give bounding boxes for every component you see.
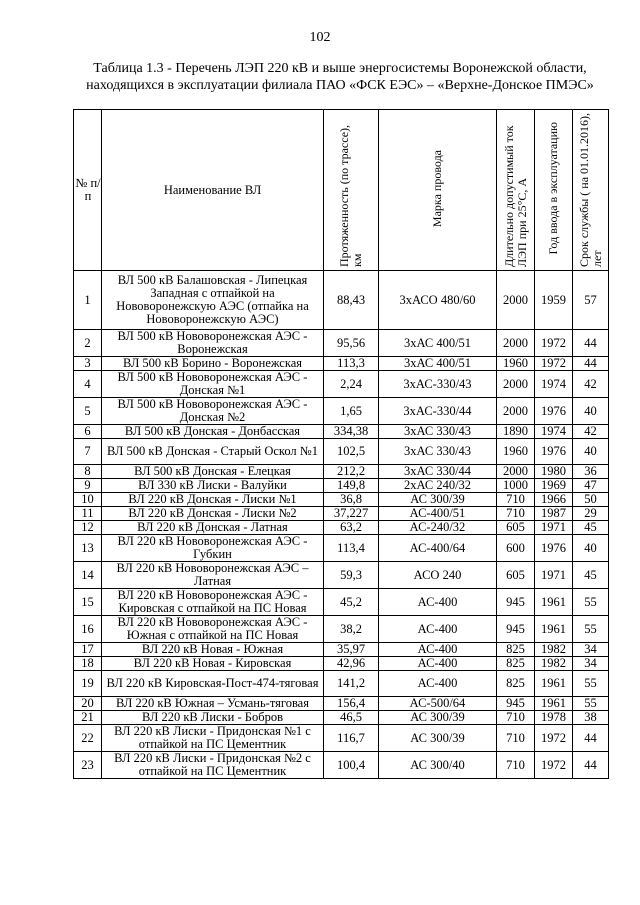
line-name: ВЛ 220 кВ Нововоронежская АЭС – Латная	[102, 562, 324, 589]
header-name: Наименование ВЛ	[102, 110, 324, 271]
length: 156,4	[324, 697, 379, 711]
service-age: 47	[573, 479, 609, 493]
line-name: ВЛ 330 кВ Лиски - Валуйки	[102, 479, 324, 493]
table-row	[74, 357, 609, 371]
length: 113,3	[324, 357, 379, 371]
commission-year: 1974	[535, 425, 573, 439]
row-number: 8	[74, 465, 102, 479]
row-number: 10	[74, 493, 102, 507]
row-number: 17	[74, 643, 102, 657]
wire-type: 3хАСО 480/60	[379, 271, 497, 330]
current: 945	[497, 616, 535, 643]
length: 45,2	[324, 589, 379, 616]
line-name: ВЛ 220 кВ Донская - Лиски №1	[102, 493, 324, 507]
service-age: 57	[573, 271, 609, 330]
commission-year: 1972	[535, 752, 573, 779]
line-name: ВЛ 220 кВ Лиски - Придонская №1 с отпайкой на ПС Цементник	[102, 725, 324, 752]
row-number: 6	[74, 425, 102, 439]
row-number: 15	[74, 589, 102, 616]
table-row	[74, 271, 609, 330]
wire-type: 2хАС 240/32	[379, 479, 497, 493]
service-age: 42	[573, 425, 609, 439]
line-name: ВЛ 500 кВ Балашовская - Липецкая Западная с отпайкой на Нововоронежскую АЭС (отпайка на Нововоронежскую АЭС)	[102, 271, 324, 330]
table-row	[74, 493, 609, 507]
table-row	[74, 425, 609, 439]
current: 2000	[497, 465, 535, 479]
wire-type: АС 300/39	[379, 711, 497, 725]
length: 2,24	[324, 371, 379, 398]
commission-year: 1982	[535, 643, 573, 657]
commission-year: 1966	[535, 493, 573, 507]
length: 141,2	[324, 671, 379, 697]
table-row	[74, 507, 609, 521]
service-age: 55	[573, 616, 609, 643]
commission-year: 1980	[535, 465, 573, 479]
row-number: 19	[74, 671, 102, 697]
current: 2000	[497, 371, 535, 398]
service-age: 40	[573, 439, 609, 465]
table-row	[74, 752, 609, 779]
wire-type: АС 300/40	[379, 752, 497, 779]
wire-type: АС-400	[379, 671, 497, 697]
wire-type: 3хАС-330/43	[379, 371, 497, 398]
current: 710	[497, 493, 535, 507]
commission-year: 1971	[535, 562, 573, 589]
service-age: 44	[573, 752, 609, 779]
service-age: 44	[573, 357, 609, 371]
service-age: 34	[573, 657, 609, 671]
length: 38,2	[324, 616, 379, 643]
header-age: Срок службы ( на 01.01.2016), лет	[573, 110, 609, 271]
commission-year: 1961	[535, 589, 573, 616]
wire-type: АС-400/64	[379, 535, 497, 562]
table-row	[74, 657, 609, 671]
commission-year: 1987	[535, 507, 573, 521]
current: 825	[497, 671, 535, 697]
row-number: 21	[74, 711, 102, 725]
line-name: ВЛ 500 кВ Борино - Воронежская	[102, 357, 324, 371]
wire-type: АСО 240	[379, 562, 497, 589]
table-header-row	[74, 110, 609, 271]
wire-type: АС 300/39	[379, 493, 497, 507]
wire-type: АС 300/39	[379, 725, 497, 752]
table-body	[74, 271, 609, 779]
current: 825	[497, 657, 535, 671]
header-num: № п/ п	[74, 110, 102, 271]
table-row	[74, 671, 609, 697]
commission-year: 1961	[535, 616, 573, 643]
line-name: ВЛ 220 кВ Донская - Латная	[102, 521, 324, 535]
row-number: 23	[74, 752, 102, 779]
commission-year: 1976	[535, 439, 573, 465]
commission-year: 1982	[535, 657, 573, 671]
table-row	[74, 697, 609, 711]
commission-year: 1971	[535, 521, 573, 535]
line-name: ВЛ 500 кВ Донская - Елецкая	[102, 465, 324, 479]
wire-type: 3хАС 330/44	[379, 465, 497, 479]
length: 212,2	[324, 465, 379, 479]
current: 1890	[497, 425, 535, 439]
current: 945	[497, 589, 535, 616]
length: 63,2	[324, 521, 379, 535]
title-line-1: Таблица 1.3 - Перечень ЛЭП 220 кВ и выше энергосистемы Воронежской области,	[93, 61, 587, 76]
current: 2000	[497, 330, 535, 357]
current: 710	[497, 725, 535, 752]
length: 46,5	[324, 711, 379, 725]
page-number: 102	[309, 30, 331, 45]
commission-year: 1961	[535, 671, 573, 697]
current: 1000	[497, 479, 535, 493]
service-age: 44	[573, 725, 609, 752]
length: 95,56	[324, 330, 379, 357]
wire-type: АС-400	[379, 589, 497, 616]
wire-type: АС-400	[379, 657, 497, 671]
commission-year: 1978	[535, 711, 573, 725]
line-name: ВЛ 220 кВ Нововоронежская АЭС - Губкин	[102, 535, 324, 562]
line-name: ВЛ 220 кВ Лиски - Придонская №2 с отпайкой на ПС Цементник	[102, 752, 324, 779]
current: 605	[497, 521, 535, 535]
table-row	[74, 479, 609, 493]
length: 1,65	[324, 398, 379, 425]
commission-year: 1959	[535, 271, 573, 330]
wire-type: 3хАС 330/43	[379, 439, 497, 465]
line-name: ВЛ 220 кВ Кировская-Пост-474-тяговая	[102, 671, 324, 697]
length: 113,4	[324, 535, 379, 562]
current: 825	[497, 643, 535, 657]
commission-year: 1972	[535, 330, 573, 357]
table-row	[74, 643, 609, 657]
table-row	[74, 465, 609, 479]
header-current: Длительно допустимый ток ЛЭП при 25°С, А	[497, 110, 535, 271]
row-number: 12	[74, 521, 102, 535]
row-number: 4	[74, 371, 102, 398]
line-name: ВЛ 500 кВ Нововоронежская АЭС - Донская №1	[102, 371, 324, 398]
wire-type: АС-400/51	[379, 507, 497, 521]
service-age: 42	[573, 371, 609, 398]
row-number: 13	[74, 535, 102, 562]
service-age: 29	[573, 507, 609, 521]
table-row	[74, 330, 609, 357]
row-number: 11	[74, 507, 102, 521]
service-age: 55	[573, 671, 609, 697]
wire-type: 3хАС 400/51	[379, 357, 497, 371]
row-number: 22	[74, 725, 102, 752]
current: 2000	[497, 398, 535, 425]
commission-year: 1969	[535, 479, 573, 493]
current: 605	[497, 562, 535, 589]
wire-type: АС-240/32	[379, 521, 497, 535]
service-age: 36	[573, 465, 609, 479]
service-age: 45	[573, 562, 609, 589]
line-name: ВЛ 220 кВ Нововоронежская АЭС - Южная с отпайкой на ПС Новая	[102, 616, 324, 643]
line-name: ВЛ 500 кВ Донская - Старый Оскол №1	[102, 439, 324, 465]
table-row	[74, 711, 609, 725]
row-number: 7	[74, 439, 102, 465]
current: 710	[497, 507, 535, 521]
row-number: 9	[74, 479, 102, 493]
row-number: 1	[74, 271, 102, 330]
commission-year: 1976	[535, 535, 573, 562]
length: 35,97	[324, 643, 379, 657]
line-name: ВЛ 220 кВ Лиски - Бобров	[102, 711, 324, 725]
line-name: ВЛ 220 кВ Южная – Усмань-тяговая	[102, 697, 324, 711]
length: 42,96	[324, 657, 379, 671]
length: 37,227	[324, 507, 379, 521]
header-wire: Марка провода	[379, 110, 497, 271]
header-year: Год ввода в эксплуатацию	[535, 110, 573, 271]
wire-type: АС-400	[379, 643, 497, 657]
commission-year: 1961	[535, 697, 573, 711]
length: 100,4	[324, 752, 379, 779]
table-row	[74, 398, 609, 425]
commission-year: 1974	[535, 371, 573, 398]
service-age: 40	[573, 535, 609, 562]
length: 102,5	[324, 439, 379, 465]
commission-year: 1976	[535, 398, 573, 425]
service-age: 34	[573, 643, 609, 657]
row-number: 5	[74, 398, 102, 425]
length: 36,8	[324, 493, 379, 507]
line-name: ВЛ 220 кВ Нововоронежская АЭС - Кировская с отпайкой на ПС Новая	[102, 589, 324, 616]
service-age: 45	[573, 521, 609, 535]
commission-year: 1972	[535, 725, 573, 752]
row-number: 2	[74, 330, 102, 357]
line-name: ВЛ 220 кВ Донская - Лиски №2	[102, 507, 324, 521]
wire-type: 3хАС 400/51	[379, 330, 497, 357]
current: 600	[497, 535, 535, 562]
service-age: 44	[573, 330, 609, 357]
current: 1960	[497, 439, 535, 465]
service-age: 55	[573, 697, 609, 711]
row-number: 16	[74, 616, 102, 643]
length: 88,43	[324, 271, 379, 330]
wire-type: 3хАС 330/43	[379, 425, 497, 439]
current: 710	[497, 711, 535, 725]
table-row	[74, 439, 609, 465]
line-name: ВЛ 220 кВ Новая - Кировская	[102, 657, 324, 671]
power-lines-table	[73, 109, 609, 779]
service-age: 38	[573, 711, 609, 725]
wire-type: 3хАС-330/44	[379, 398, 497, 425]
table-row	[74, 589, 609, 616]
line-name: ВЛ 220 кВ Новая - Южная	[102, 643, 324, 657]
line-name: ВЛ 500 кВ Нововоронежская АЭС - Воронежская	[102, 330, 324, 357]
length: 116,7	[324, 725, 379, 752]
length: 59,3	[324, 562, 379, 589]
table-title	[60, 60, 620, 94]
title-line-2: находящихся в эксплуатации филиала ПАО «ФСК ЕЭС» – «Верхне-Донское ПМЭС»	[86, 78, 594, 93]
table-row	[74, 725, 609, 752]
line-name: ВЛ 500 кВ Донская - Донбасская	[102, 425, 324, 439]
wire-type: АС-400	[379, 616, 497, 643]
table-row	[74, 371, 609, 398]
row-number: 20	[74, 697, 102, 711]
commission-year: 1972	[535, 357, 573, 371]
row-number: 14	[74, 562, 102, 589]
table-row	[74, 562, 609, 589]
current: 1960	[497, 357, 535, 371]
service-age: 40	[573, 398, 609, 425]
row-number: 18	[74, 657, 102, 671]
current: 710	[497, 752, 535, 779]
table-row	[74, 535, 609, 562]
row-number: 3	[74, 357, 102, 371]
line-name: ВЛ 500 кВ Нововоронежская АЭС - Донская №2	[102, 398, 324, 425]
service-age: 50	[573, 493, 609, 507]
table-row	[74, 616, 609, 643]
length: 334,38	[324, 425, 379, 439]
current: 945	[497, 697, 535, 711]
service-age: 55	[573, 589, 609, 616]
table-row	[74, 521, 609, 535]
length: 149,8	[324, 479, 379, 493]
current: 2000	[497, 271, 535, 330]
wire-type: АС-500/64	[379, 697, 497, 711]
header-length: Протяженность (по трассе), км	[324, 110, 379, 271]
